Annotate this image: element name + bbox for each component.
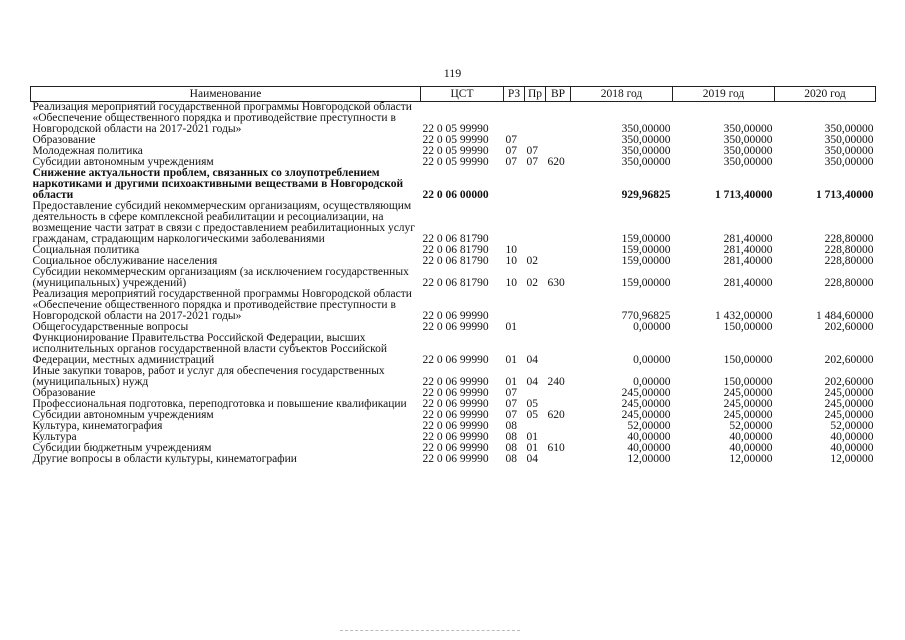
row-value-2018: 350,00000: [621, 156, 671, 168]
row-value-2019: 245,00000: [723, 398, 773, 410]
row-rz: 08: [505, 431, 517, 443]
table-row: [31, 267, 876, 289]
row-value-2020: 245,00000: [824, 387, 874, 399]
row-value-2020: 202,60000: [824, 376, 874, 388]
row-value-2019: 350,00000: [723, 145, 773, 157]
row-cst: 22 0 06 99990: [422, 310, 489, 322]
row-vr: 620: [547, 156, 565, 168]
row-value-2018: 12,00000: [627, 453, 671, 465]
row-value-2020: 228,80000: [824, 244, 874, 256]
row-value-2018: 245,00000: [621, 387, 671, 399]
row-value-2019: 245,00000: [723, 409, 773, 421]
row-name: Реализация мероприятий государственной программы Новгородской области «Обеспечение общественного порядка и противодействие преступности в Новгородской области на 2017-2021 годы»: [32, 101, 412, 135]
row-value-2019: 350,00000: [723, 134, 773, 146]
row-value-2020: 202,60000: [824, 354, 874, 366]
row-name: Молодежная политика: [32, 145, 143, 157]
row-value-2019: 1 713,40000: [715, 189, 773, 201]
table-row: [31, 289, 876, 322]
row-name: Субсидии автономным учреждениям: [32, 156, 214, 168]
row-value-2019: 281,40000: [723, 277, 773, 289]
row-value-2018: 40,00000: [627, 442, 671, 454]
row-pr: 02: [526, 255, 538, 267]
row-value-2019: 245,00000: [723, 387, 773, 399]
table-row: [31, 102, 876, 136]
row-value-2018: 52,00000: [627, 420, 671, 432]
row-value-2019: 350,00000: [723, 156, 773, 168]
row-value-2018: 350,00000: [621, 134, 671, 146]
row-value-2020: 245,00000: [824, 409, 874, 421]
row-rz: 10: [505, 277, 517, 289]
row-rz: 08: [505, 453, 517, 465]
row-pr: [525, 201, 546, 245]
row-value-2018: 0,00000: [633, 376, 671, 388]
row-value-2020: 40,00000: [830, 442, 874, 454]
row-value-2020: 202,60000: [824, 321, 874, 333]
row-value-2018: 350,00000: [621, 145, 671, 157]
row-rz: 01: [505, 321, 517, 333]
row-rz: 01: [505, 376, 517, 388]
row-name: Предоставление субсидий некоммерческим организациям, осуществляющим деятельность в сфере комплексной реабилитации и ресоциализации, на возмещение части затрат в связи с предоставлением реабилитационных услуг гражданам, страдающим наркологическими заболеваниями: [32, 200, 416, 245]
row-name: Снижение актуальности проблем, связанных со злоупотреблением наркотиками и другими психоактивными веществами в Новгородской области: [32, 167, 404, 201]
row-cst: 22 0 06 99990: [422, 431, 489, 443]
row-rz: 07: [505, 156, 517, 168]
row-value-2018: 40,00000: [627, 431, 671, 443]
row-value-2018: 159,00000: [621, 233, 671, 245]
row-value-2018: 159,00000: [621, 244, 671, 256]
row-value-2018: 159,00000: [621, 277, 671, 289]
row-value-2020: 52,00000: [830, 420, 874, 432]
row-value-2019: 281,40000: [723, 255, 773, 267]
row-vr: 620: [547, 409, 565, 421]
row-cst: 22 0 06 00000: [422, 189, 489, 201]
row-value-2020: 245,00000: [824, 398, 874, 410]
table-row: [31, 366, 876, 388]
row-cst: 22 0 05 99990: [422, 123, 489, 135]
row-name: Образование: [32, 134, 96, 146]
row-value-2019: 150,00000: [723, 354, 773, 366]
row-vr: [546, 135, 571, 146]
table-row: [31, 168, 876, 201]
row-value-2020: 350,00000: [824, 123, 874, 135]
row-vr: 630: [547, 277, 565, 289]
row-vr: [546, 201, 571, 245]
table-row: [31, 333, 876, 366]
row-cst: 22 0 06 81790: [422, 244, 489, 256]
table-row: [31, 454, 876, 465]
row-value-2019: 150,00000: [723, 321, 773, 333]
row-pr: 07: [526, 156, 538, 168]
row-value-2020: 40,00000: [830, 431, 874, 443]
row-rz: [504, 168, 525, 201]
row-rz: [504, 102, 525, 136]
row-rz: 10: [505, 244, 517, 256]
row-pr: [525, 102, 546, 136]
row-rz: 10: [505, 255, 517, 267]
col-header-cst: ЦСТ: [421, 87, 504, 102]
row-vr: [546, 333, 571, 366]
row-pr: 01: [526, 431, 538, 443]
row-value-2019: 150,00000: [723, 376, 773, 388]
row-name: Субсидии автономным учреждениям: [32, 409, 214, 421]
row-rz: 07: [505, 145, 517, 157]
row-value-2018: 0,00000: [633, 354, 671, 366]
row-name: Культура: [32, 431, 77, 443]
row-cst: 22 0 06 99990: [422, 321, 489, 333]
row-cst: 22 0 06 81790: [422, 233, 489, 245]
row-name: Образование: [32, 387, 96, 399]
row-value-2019: 40,00000: [729, 442, 773, 454]
row-cst: 22 0 05 99990: [422, 156, 489, 168]
row-value-2019: 52,00000: [729, 420, 773, 432]
row-rz: 07: [505, 387, 517, 399]
row-name: Социальное обслуживание населения: [32, 255, 218, 267]
row-value-2020: 228,80000: [824, 233, 874, 245]
row-value-2019: 350,00000: [723, 123, 773, 135]
row-pr: 07: [526, 145, 538, 157]
table-body: [31, 102, 876, 466]
row-vr: [546, 388, 571, 399]
row-rz: [504, 201, 525, 245]
row-value-2019: 12,00000: [729, 453, 773, 465]
budget-table: [30, 86, 876, 465]
table-row: [31, 201, 876, 245]
row-value-2019: 281,40000: [723, 244, 773, 256]
row-pr: [525, 322, 546, 333]
row-cst: 22 0 06 81790: [422, 255, 489, 267]
row-pr: 05: [526, 409, 538, 421]
row-value-2018: 929,96825: [621, 189, 671, 201]
row-vr: [546, 454, 571, 465]
row-rz: 08: [505, 442, 517, 454]
row-name: Другие вопросы в области культуры, кинематографии: [32, 453, 297, 465]
col-header-vr: ВР: [546, 87, 571, 102]
row-cst: 22 0 06 99990: [422, 409, 489, 421]
row-value-2019: 40,00000: [729, 431, 773, 443]
row-value-2018: 245,00000: [621, 398, 671, 410]
row-rz: 07: [505, 409, 517, 421]
page-number: 119: [443, 66, 462, 80]
row-name: Социальная политика: [32, 244, 140, 256]
row-vr: [546, 421, 571, 432]
row-value-2018: 159,00000: [621, 255, 671, 267]
row-name: Субсидии бюджетным учреждениям: [32, 442, 212, 454]
row-value-2020: 1 713,40000: [816, 189, 874, 201]
row-vr: [546, 168, 571, 201]
row-name: Культура, кинематография: [32, 420, 163, 432]
row-value-2018: 245,00000: [621, 409, 671, 421]
footer-scan-artifact: [340, 630, 520, 632]
row-pr: 05: [526, 398, 538, 410]
row-value-2019: 1 432,00000: [715, 310, 773, 322]
col-header-2020: 2020 год: [775, 87, 876, 102]
row-value-2020: 228,80000: [824, 277, 874, 289]
row-pr: 01: [526, 442, 538, 454]
row-cst: 22 0 06 99990: [422, 453, 489, 465]
row-value-2020: 228,80000: [824, 255, 874, 267]
row-vr: [546, 245, 571, 256]
row-cst: 22 0 06 99990: [422, 420, 489, 432]
row-value-2020: 350,00000: [824, 145, 874, 157]
row-pr: [525, 168, 546, 201]
col-header-pr: Пр: [525, 87, 546, 102]
row-rz: [504, 289, 525, 322]
row-value-2020: 350,00000: [824, 156, 874, 168]
row-name: Иные закупки товаров, работ и услуг для обеспечения государственных (муниципальных) нужд: [32, 365, 385, 388]
row-cst: 22 0 06 99990: [422, 354, 489, 366]
row-value-2018: 350,00000: [621, 123, 671, 135]
row-rz: 08: [505, 420, 517, 432]
row-cst: 22 0 05 99990: [422, 145, 489, 157]
row-value-2018: 770,96825: [621, 310, 671, 322]
row-value-2020: 1 484,60000: [816, 310, 874, 322]
row-name: Профессиональная подготовка, переподготовка и повышение квалификации: [32, 398, 407, 410]
row-name: Субсидии некоммерческим организациям (за исключением государственных (муниципальных) учреждений): [32, 266, 409, 289]
col-header-2019: 2019 год: [673, 87, 775, 102]
row-value-2019: 281,40000: [723, 233, 773, 245]
row-cst: 22 0 06 99990: [422, 398, 489, 410]
row-pr: [525, 289, 546, 322]
row-rz: 07: [505, 134, 517, 146]
col-header-rz: РЗ: [504, 87, 525, 102]
row-value-2018: 0,00000: [633, 321, 671, 333]
col-header-2018: 2018 год: [571, 87, 673, 102]
row-value-2020: 12,00000: [830, 453, 874, 465]
row-pr: 02: [526, 277, 538, 289]
row-pr: 04: [526, 354, 538, 366]
row-cst: 22 0 06 99990: [422, 442, 489, 454]
row-cst: 22 0 06 99990: [422, 387, 489, 399]
row-cst: 22 0 06 81790: [422, 277, 489, 289]
row-vr: [546, 102, 571, 136]
row-vr: [546, 289, 571, 322]
row-pr: 04: [526, 376, 538, 388]
row-cst: 22 0 06 99990: [422, 376, 489, 388]
row-name: Общегосударственные вопросы: [32, 321, 189, 333]
table-header-row: [31, 87, 876, 102]
row-value-2020: 350,00000: [824, 134, 874, 146]
row-rz: 01: [505, 354, 517, 366]
col-header-name: Наименование: [31, 87, 421, 102]
row-vr: [546, 256, 571, 267]
row-pr: 04: [526, 453, 538, 465]
row-vr: 610: [547, 442, 565, 454]
row-vr: [546, 322, 571, 333]
row-cst: 22 0 05 99990: [422, 134, 489, 146]
row-name: Функционирование Правительства Российской Федерации, высших исполнительных органов государственной власти субъектов Российской Федерации, местных администраций: [32, 332, 388, 366]
row-vr: 240: [547, 376, 565, 388]
row-rz: 07: [505, 398, 517, 410]
row-name: Реализация мероприятий государственной программы Новгородской области «Обеспечение общественного порядка и противодействие преступности в Новгородской области на 2017-2021 годы»: [32, 288, 412, 322]
